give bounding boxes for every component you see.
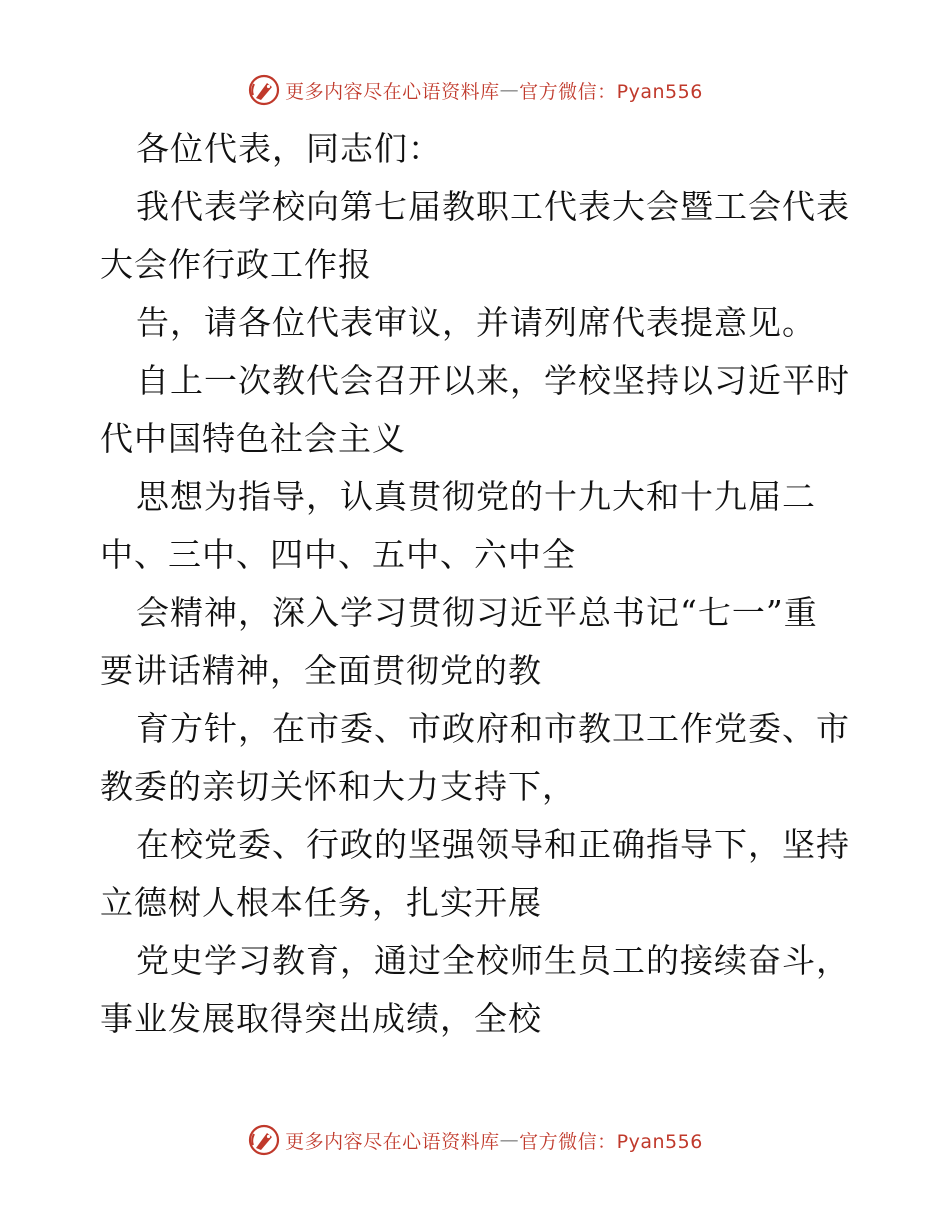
text-line: 大会作行政工作报 — [100, 245, 372, 284]
text-line: 各位代表，同志们： — [136, 129, 442, 168]
header-watermark — [0, 70, 950, 110]
text-line: 要讲话精神，全面贯彻党的教 — [100, 651, 542, 690]
watermark-contact: 官方微信：Pyan556 — [519, 80, 703, 103]
text-line: 自上一次教代会召开以来，学校坚持以习近平时 — [136, 361, 850, 400]
watermark-brand: 更多内容尽在心语资料库 — [285, 80, 500, 103]
watermark-contact: 官方微信：Pyan556 — [519, 1130, 703, 1153]
text-line: 育方针，在市委、市政府和市教卫工作党委、市 — [136, 709, 850, 748]
text-line: 会精神，深入学习贯彻习近平总书记“七一”重 — [136, 593, 818, 632]
document-body — [100, 120, 860, 1048]
text-line: 教委的亲切关怀和大力支持下， — [100, 767, 576, 806]
footer-watermark — [0, 1120, 950, 1160]
pen-nib-circle-icon — [247, 1123, 281, 1157]
watermark-separator: — — [499, 1129, 520, 1151]
text-line: 事业发展取得突出成绩，全校 — [100, 999, 542, 1038]
watermark-separator: — — [499, 79, 520, 101]
text-line: 思想为指导，认真贯彻党的十九大和十九届二 — [136, 477, 816, 516]
text-line: 中、三中、四中、五中、六中全 — [100, 535, 576, 574]
pen-nib-circle-icon — [247, 73, 281, 107]
text-line: 在校党委、行政的坚强领导和正确指导下，坚持 — [136, 825, 850, 864]
text-line: 立德树人根本任务，扎实开展 — [100, 883, 542, 922]
text-line: 代中国特色社会主义 — [100, 419, 406, 458]
text-line: 党史学习教育，通过全校师生员工的接续奋斗， — [136, 941, 850, 980]
text-line: 告，请各位代表审议，并请列席代表提意见。 — [136, 303, 816, 342]
text-line: 我代表学校向第七届教职工代表大会暨工会代表 — [136, 187, 850, 226]
watermark-brand: 更多内容尽在心语资料库 — [285, 1130, 500, 1153]
